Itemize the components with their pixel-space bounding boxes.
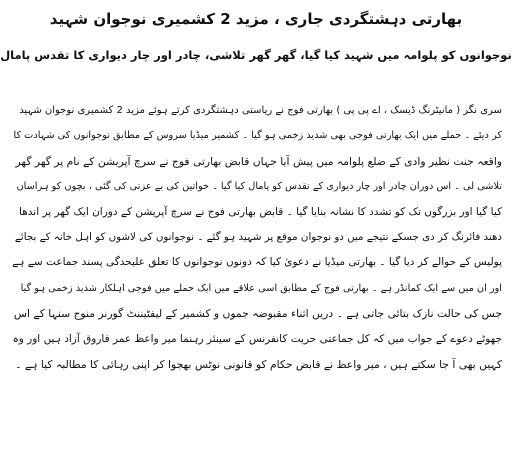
article-line: کر دیئے ۔ حملے میں ایک بھارتی فوجی بھی شدید زخمی ہو گیا ۔ کشمیر میڈیا سروس کے مطابق نوجوانوں کی شہادت کا — [13, 130, 502, 142]
subheadline: نوجوانوں کو پلوامہ میں شہید کیا گیا، گھر گھر تلاشی، چادر اور چار دیواری کا تقدس پامال — [0, 48, 512, 62]
article-line: تلاشی لی ۔ اس دوران چادر اور چار دیواری کے تقدس کو پامال کیا گیا ۔ خواتین کی بے عزتی کی گئی ، بچوں کو ہراساں — [16, 181, 502, 193]
article-line: کیا گیا اور بزرگوں تک کو تشدد کا نشانہ بنایا گیا ۔ قابض بھارتی فوج نے سرچ آپریشن کے دوران ایک گھر پر اندھا — [19, 205, 502, 218]
article-line: اور ان میں سے ایک کمانڈر ہے ۔ بھارتی فوج کے مطابق اسی علاقے میں ایک حملے میں فوجی اہلکار شدید زخمی ہو گیا — [20, 282, 502, 294]
article-line: جس کی حالت نازک بتائی جاتی ہے ۔ دریں اثناء مقبوضہ جموں و کشمیر کے لیفٹیننٹ گورنر منوج سنہا کے اس — [13, 307, 502, 321]
article-line: واقعہ جنت نظیر وادی کے ضلع پلوامہ میں پیش آیا جہاں قابض بھارتی فوج نے سرچ آپریشن کے نام پر گھر گھر — [15, 154, 502, 168]
article-line: پولیس کے حوالے کر دیا گیا ۔ بھارتی میڈیا نے دعویٰ کیا کہ دونوں نوجوانوں کا تعلق علیحدگی پسند جماعت سے ہے — [12, 256, 502, 269]
article-line: سری نگر ( مانیٹرنگ ڈیسک ، اے پی پی ) بھارتی فوج نے ریاستی دہشتگردی کرتے ہوئے مزید 2 کشمیری نوجوان شہید — [19, 105, 502, 116]
article-body — [10, 98, 502, 377]
headline: بھارتی دہشتگردی جاری ، مزید 2 کشمیری نوجوان شہید — [49, 10, 463, 28]
article-line: دھند فائرنگ کر دی جسکے نتیجے میں دو نوجوان موقع پر شہید ہو گئے ۔ نوجوانوں کی لاشوں کو اہل خانہ کے بجائے — [14, 230, 502, 243]
article-line: جھوٹے دعوے کے جواب میں کہ کل جماعتی حریت کانفرنس کے سینئر رہنما میر واعظ عمر فاروق آزاد ہیں اور وہ — [12, 332, 502, 345]
article-line: کہیں بھی آ جا سکتے ہیں ، میر واعظ نے قابض حکام کو قانونی نوٹس بھجوا کر اپنی رہائی کا مطالبہ کیا ہے ۔ — [15, 357, 502, 371]
